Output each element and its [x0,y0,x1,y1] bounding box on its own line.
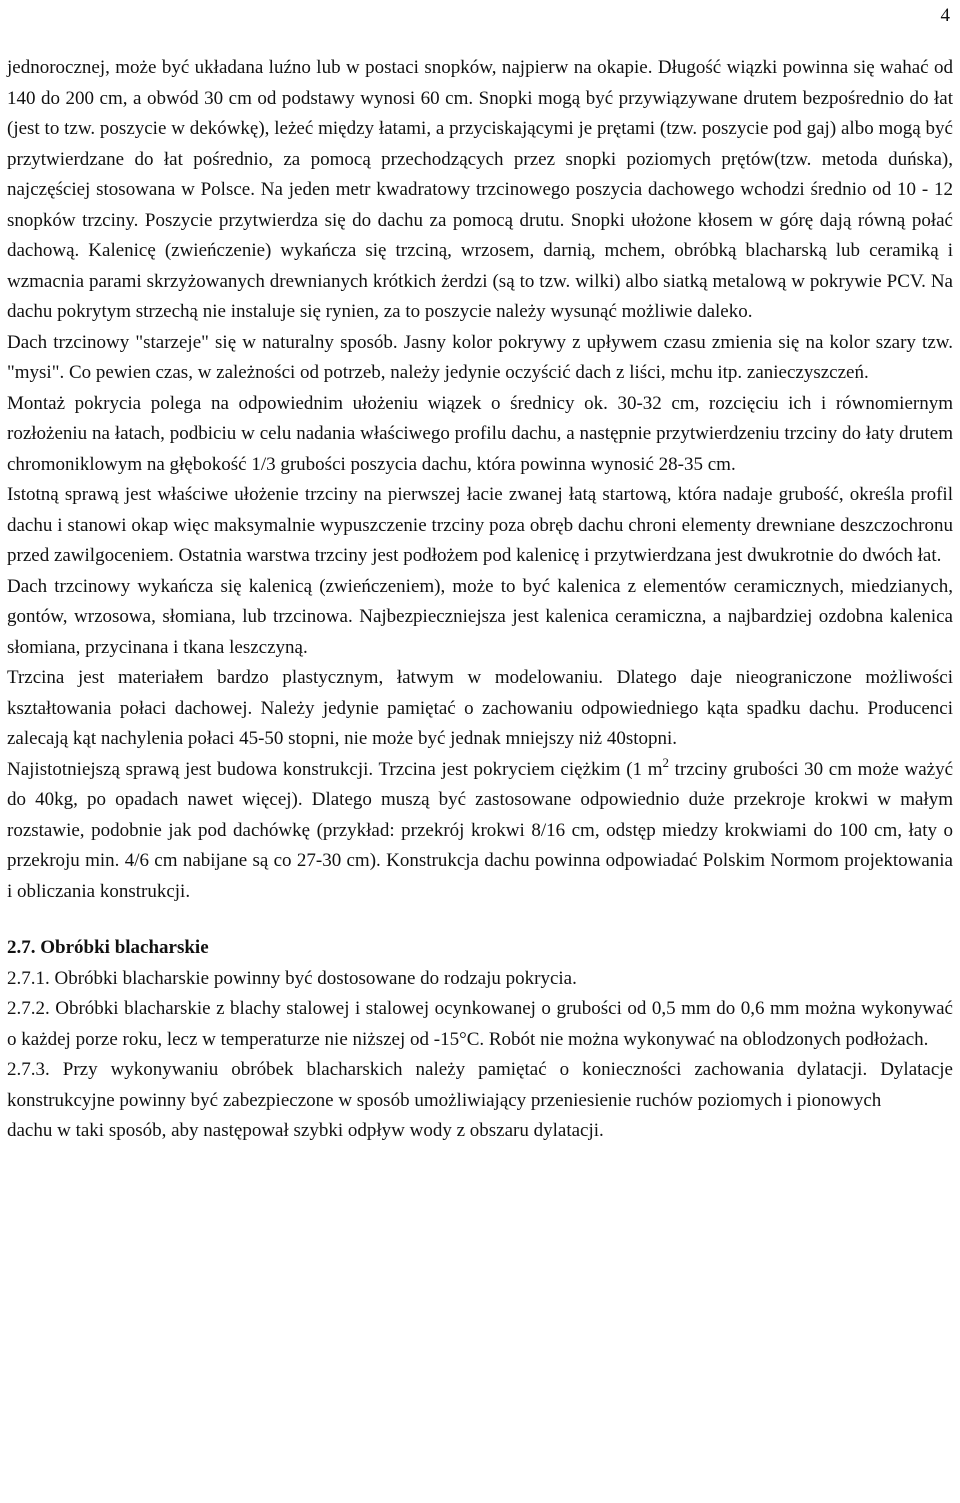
paragraph-installation: Montaż pokrycia polega na odpowiednim ułożeniu wiązek o średnicy ok. 30-32 cm, rozcięciu ich i równomiernym rozłożeniu na łatach, podbiciu w celu nadania właściwego profilu dachu, a następnie przytwierdzeniu trzciny do łaty drutem chromoniklowym na głębokość 1/3 grubości poszycia dachu, która powinna wynosić 28-35 cm. [7,392,953,475]
paragraph-roof-slope: Trzcina jest materiałem bardzo plastycznym, łatwym w modelowaniu. Dlatego daje nieograniczone możliwości kształtowania połaci dachowej. Należy jedynie pamiętać o zachowaniu odpowiedniego kąta spadku dachu. Producenci zalecają kąt nachylenia połaci 45-50 stopni, nie może być jednak mniejszy niż 40stopni. [7,667,953,749]
section-spacer [7,907,953,933]
paragraph-ridge-finishing: Dach trzcinowy wykańcza się kalenicą (zwieńczeniem), może to być kalenica z elementów ceramicznych, miedzianych, gontów, wrzosowa, słomiana, lub trzcinowa. Najbezpieczniejsza jest kalenica ceramiczna, a najbardziej ozdobna kalenica słomiana, przycinana i tkana leszczyną. [7,575,953,658]
section-item-2-7-2: 2.7.2. Obróbki blacharskie z blachy stalowej i stalowej ocynkowanej o grubości od 0,5 mm do 0,6 mm można wykonywać o każdej porze roku, lecz w temperaturze nie niższej od -15°C. Robót nie można wykonywać na oblodzonych podłożach. [7,998,953,1050]
paragraph-construction [7,755,953,908]
section-tail-line: dachu w taki sposób, aby następował szybki odpływ wody z obszaru dylatacji. [7,1120,604,1141]
section-item-2-7-3: 2.7.3. Przy wykonywaniu obróbek blacharskich należy pamiętać o konieczności zachowania dylatacji. Dylatacje konstrukcyjne powinny być zabezpieczone w sposób umożliwiający przeniesienie ruchów poziomych i pionowych [7,1059,953,1111]
paragraph-starting-batten: Istotną sprawą jest właściwe ułożenie trzciny na pierwszej łacie zwanej łatą startową, która nadaje grubość, określa profil dachu i stanowi okap więc maksymalnie wypuszczenie trzciny poza obręb dachu chroni elementy drewniane deszczochronu przed zawilgoceniem. Ostatnia warstwa trzciny jest podłożem pod kalenicę i przytwierdzana jest dwukrotnie do dwóch łat. [7,484,953,566]
section-item-2-7-1: 2.7.1. Obróbki blacharskie powinny być dostosowane do rodzaju pokrycia. [7,967,577,989]
paragraph-roof-aging: Dach trzcinowy "starzeje" się w naturalny sposób. Jasny kolor pokrywy z upływem czasu zmienia się na kolor szary tzw. "mysi". Co pewien czas, w zależności od potrzeb, należy jedynie oczyścić dach z liści, mchu itp. zanieczyszczeń. [7,331,953,383]
page-number: 4 [940,5,950,26]
superscript-2: 2 [662,754,669,770]
paragraph-thatch-laying: jednorocznej, może być układana luźno lub w postaci snopków, najpierw na okapie. Długość wiązki powinna się wahać od 140 do 200 cm, a obwód 30 cm od podstawy wynosi 60 cm. Snopki mogą być przywiązywane drutem bezpośrednio do łat (jest to tzw. poszycie w dekówkę), leżeć między łatami, a przyciskającymi je prętami (tzw. poszycie pod gaj) albo mogą być przytwierdzane do łat pośrednio, za pomocą przechodzących przez snopki poziomych prętów(tzw. metoda duńska), najczęściej stosowana w Polsce. Na jeden metr kwadratowy trzcinowego poszycia dachowego wchodzi średnio od 10 - 12 snopków trzciny. Poszycie przytwierdza się do dachu za pomocą drutu. Snopki ułożone kłosem w górę dają równą połać dachową. Kalenicę (zwieńczenie) wykańcza się trzciną, wrzosem, darnią, mchem, obróbką blacharską lub ceramiką i wzmacnia parami skrzyżowanych drewnianych krótkich żerdzi (są to tzw. wilki) albo siatką metalową w pokrywie PCV. Na dachu pokrytym strzechą nie instaluje się rynien, za to poszycie należy wysunąć możliwie daleko. [7,57,953,322]
section-heading: 2.7. Obróbki blacharskie [7,937,209,958]
construction-text-end: trzciny grubości 30 cm może ważyć do 40kg, po opadach nawet więcej). Dlatego muszą być zastosowane odpowiednio duże przekroje krokwi w małym rozstawie, podobnie jak pod dachówkę (przykład: przekrój krokwi 8/16 cm, odstęp miedzy krokwiami do 100 cm, łaty o przekroju min. 4/6 cm nabijane są co 27-30 cm). Konstrukcja dachu powinna odpowiadać Polskim Normom projektowania i obliczania konstrukcji. [7,758,954,902]
construction-text-start: Najistotniejszą sprawą jest budowa konstrukcji. Trzcina jest pokryciem ciężkim (1 m [7,758,663,780]
